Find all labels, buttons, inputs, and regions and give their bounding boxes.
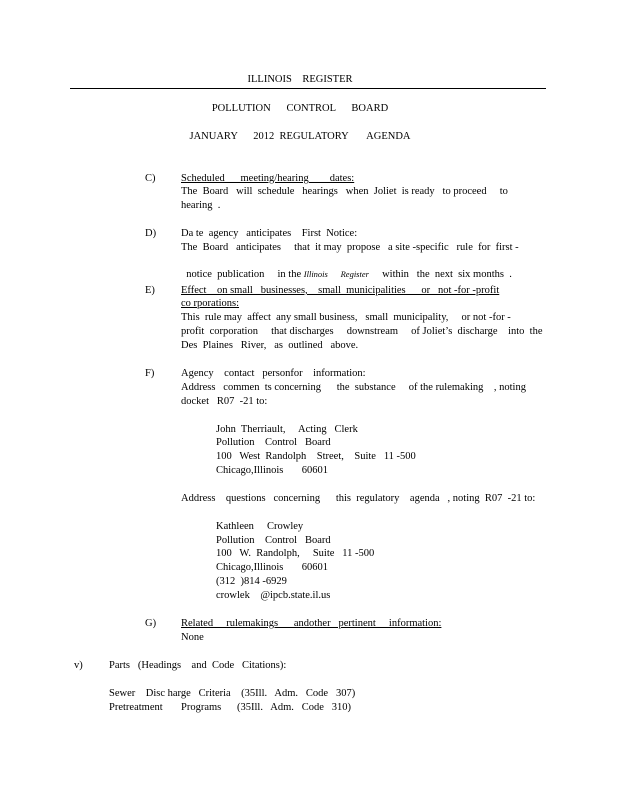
register-italic: Illinois Register	[303, 269, 369, 279]
contact-city: Chicago,Illinois 60601	[216, 562, 328, 573]
contact-org: Pollution Control Board	[216, 535, 331, 546]
parts-item: Sewer Disc harge Criteria (35Ill. Adm. Code 307)	[109, 688, 356, 699]
header-rule	[70, 88, 546, 89]
section-c-heading: Scheduled meeting/hearing dates:	[181, 173, 355, 184]
section-f-intro-line: Address commen ts concerning the substance of the rulemaking , noting	[181, 382, 526, 393]
section-e-body-line: Des Plaines River, as outlined above.	[181, 340, 359, 351]
contact-address: 100 W. Randolph, Suite 11 -500	[216, 548, 375, 559]
section-d-body-line: The Board anticipates that it may propose a site -specific rule for first -	[181, 242, 519, 253]
section-f-intro-line: docket R07 -21 to:	[181, 396, 268, 407]
contact-name: Kathleen Crowley	[216, 521, 304, 532]
section-c-body-line: The Board will schedule hearings when Joliet is ready to proceed to	[181, 186, 508, 197]
board-title: POLLUTION CONTROL BOARD	[211, 103, 389, 114]
questions-line: Address questions concerning this regulatory agenda , noting R07 -21 to:	[181, 493, 536, 504]
section-g-heading: Related rulemakings andother pertinent information:	[181, 618, 442, 629]
parts-label: v)	[74, 660, 83, 671]
section-c-label: C)	[145, 173, 156, 184]
parts-heading: Parts (Headings and Code Citations):	[109, 660, 287, 671]
section-c-body-line: hearing .	[181, 200, 221, 211]
register-title: ILLINOIS REGISTER	[247, 74, 353, 85]
clerk-city: Chicago,Illinois 60601	[216, 465, 328, 476]
section-g-label: G)	[145, 618, 157, 629]
parts-item: Pretreatment Programs (35Ill. Adm. Code 310)	[109, 702, 352, 713]
section-e-heading: co rporations:	[181, 298, 240, 309]
contact-phone: (312 )814 -6929	[216, 576, 287, 587]
contact-email: crowlek @ipcb.state.il.us	[216, 590, 331, 601]
section-e-body-line: profit corporation that discharges downstream of Joliet’s discharge into the	[181, 326, 543, 337]
section-d-body-text: within the next six months .	[368, 269, 512, 280]
clerk-name: John Therriault, Acting Clerk	[216, 424, 358, 435]
section-d-body-line	[181, 255, 512, 281]
section-g-body: None	[181, 632, 204, 643]
section-e-body-line: This rule may affect any small business, small municipality, or not -for -	[181, 312, 511, 323]
agenda-title: JANUARY 2012 REGULATORY AGENDA	[189, 131, 411, 142]
section-d-label: D)	[145, 228, 157, 239]
section-f-heading: Agency contact personfor information:	[181, 368, 366, 379]
section-f-label: F)	[145, 368, 155, 379]
clerk-org: Pollution Control Board	[216, 437, 331, 448]
section-d-heading: Da te agency anticipates First Notice:	[181, 228, 358, 239]
section-e-label: E)	[145, 285, 155, 296]
section-d-body-text: notice publication in the	[186, 269, 304, 280]
clerk-address: 100 West Randolph Street, Suite 11 -500	[216, 451, 416, 462]
section-e-heading: Effect on small businesses, small municipalities or not -for -profit	[181, 285, 500, 296]
